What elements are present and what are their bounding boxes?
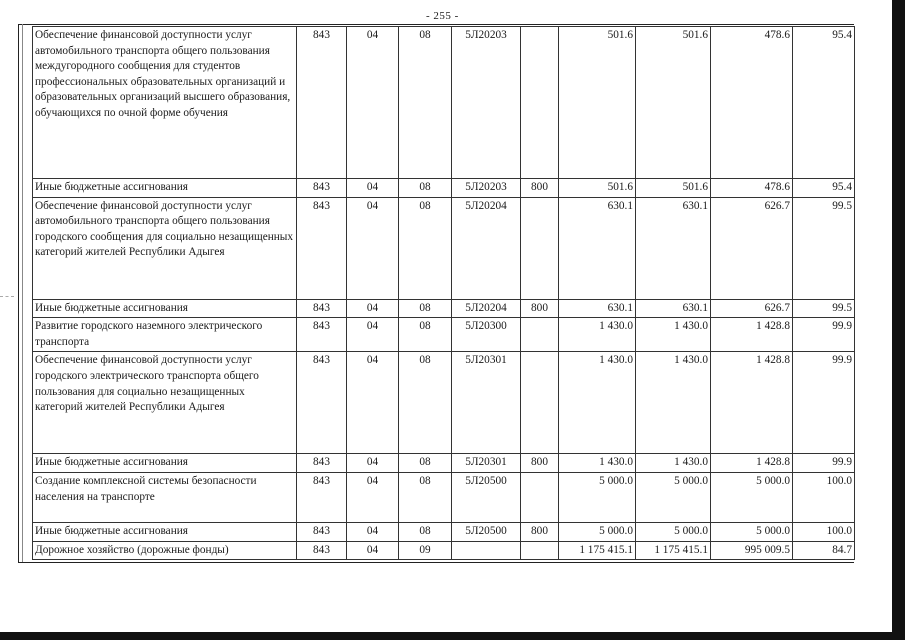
subsection-code: 08 bbox=[399, 472, 452, 522]
subsection-code: 08 bbox=[399, 179, 452, 198]
ved-code: 843 bbox=[297, 454, 347, 473]
frame-top-line bbox=[18, 24, 854, 25]
table-row bbox=[33, 299, 855, 318]
margin-mark bbox=[0, 296, 14, 297]
scan-edge-right bbox=[892, 0, 905, 640]
plan-value-2: 5 000.0 bbox=[636, 472, 711, 522]
percent-value: 99.9 bbox=[793, 352, 855, 454]
subsection-code: 08 bbox=[399, 352, 452, 454]
plan-value-2: 5 000.0 bbox=[636, 522, 711, 541]
percent-value: 95.4 bbox=[793, 179, 855, 198]
section-code: 04 bbox=[347, 318, 399, 352]
ved-code: 843 bbox=[297, 352, 347, 454]
row-name: Иные бюджетные ассигнования bbox=[33, 522, 297, 541]
expense-type-code: 800 bbox=[521, 454, 559, 473]
table-row bbox=[33, 318, 855, 352]
row-name: Иные бюджетные ассигнования bbox=[33, 179, 297, 198]
page-number: - 255 - bbox=[426, 10, 459, 22]
budget-table bbox=[32, 26, 855, 560]
percent-value: 100.0 bbox=[793, 472, 855, 522]
plan-value-1: 1 430.0 bbox=[559, 352, 636, 454]
fact-value: 478.6 bbox=[711, 179, 793, 198]
section-code: 04 bbox=[347, 352, 399, 454]
row-name: Иные бюджетные ассигнования bbox=[33, 299, 297, 318]
plan-value-2: 1 430.0 bbox=[636, 352, 711, 454]
row-name: Обеспечение финансовой доступности услуг автомобильного транспорта общего пользования городского сообщения для социально незащищенных категорий жителей Республики Адыгея bbox=[33, 197, 297, 299]
expense-type-code bbox=[521, 197, 559, 299]
plan-value-2: 501.6 bbox=[636, 179, 711, 198]
plan-value-2: 1 430.0 bbox=[636, 454, 711, 473]
frame-left-inner-line bbox=[22, 24, 23, 562]
ved-code: 843 bbox=[297, 318, 347, 352]
fact-value: 1 428.8 bbox=[711, 454, 793, 473]
fact-value: 1 428.8 bbox=[711, 352, 793, 454]
target-article-code: 5Л20204 bbox=[452, 299, 521, 318]
table-row bbox=[33, 454, 855, 473]
ved-code: 843 bbox=[297, 472, 347, 522]
target-article-code: 5Л20500 bbox=[452, 522, 521, 541]
target-article-code: 5Л20204 bbox=[452, 197, 521, 299]
plan-value-2: 630.1 bbox=[636, 299, 711, 318]
row-name: Создание комплексной системы безопасности населения на транспорте bbox=[33, 472, 297, 522]
section-code: 04 bbox=[347, 522, 399, 541]
target-article-code: 5Л20301 bbox=[452, 352, 521, 454]
percent-value: 95.4 bbox=[793, 27, 855, 179]
expense-type-code bbox=[521, 318, 559, 352]
section-code: 04 bbox=[347, 179, 399, 198]
row-name: Иные бюджетные ассигнования bbox=[33, 454, 297, 473]
ved-code: 843 bbox=[297, 522, 347, 541]
row-name: Обеспечение финансовой доступности услуг городского электрического транспорта общего пользования для социально незащищенных категорий жителей Республики Адыгея bbox=[33, 352, 297, 454]
table-row bbox=[33, 522, 855, 541]
subsection-code: 08 bbox=[399, 318, 452, 352]
fact-value: 626.7 bbox=[711, 299, 793, 318]
plan-value-1: 5 000.0 bbox=[559, 472, 636, 522]
plan-value-2: 501.6 bbox=[636, 27, 711, 179]
row-name: Обеспечение финансовой доступности услуг автомобильного транспорта общего пользования междугородного сообщения для студентов профессиональных образовательных организаций и образовательных организаций высшего образования, обучающихся по очной форме обучения bbox=[33, 27, 297, 179]
section-code: 04 bbox=[347, 472, 399, 522]
expense-type-code: 800 bbox=[521, 299, 559, 318]
expense-type-code bbox=[521, 27, 559, 179]
plan-value-1: 1 175 415.1 bbox=[559, 541, 636, 560]
expense-type-code bbox=[521, 541, 559, 560]
plan-value-1: 1 430.0 bbox=[559, 318, 636, 352]
plan-value-2: 630.1 bbox=[636, 197, 711, 299]
table-row bbox=[33, 472, 855, 522]
section-code: 04 bbox=[347, 541, 399, 560]
scan-edge-bottom bbox=[0, 632, 905, 640]
table-row bbox=[33, 179, 855, 198]
subsection-code: 08 bbox=[399, 522, 452, 541]
table-row bbox=[33, 541, 855, 560]
section-code: 04 bbox=[347, 454, 399, 473]
plan-value-1: 630.1 bbox=[559, 299, 636, 318]
subsection-code: 09 bbox=[399, 541, 452, 560]
section-code: 04 bbox=[347, 27, 399, 179]
plan-value-1: 501.6 bbox=[559, 179, 636, 198]
ved-code: 843 bbox=[297, 299, 347, 318]
fact-value: 1 428.8 bbox=[711, 318, 793, 352]
target-article-code: 5Л20300 bbox=[452, 318, 521, 352]
plan-value-2: 1 430.0 bbox=[636, 318, 711, 352]
frame-left-line bbox=[18, 24, 19, 562]
plan-value-1: 630.1 bbox=[559, 197, 636, 299]
target-article-code: 5Л20500 bbox=[452, 472, 521, 522]
ved-code: 843 bbox=[297, 541, 347, 560]
expense-type-code: 800 bbox=[521, 179, 559, 198]
percent-value: 84.7 bbox=[793, 541, 855, 560]
fact-value: 626.7 bbox=[711, 197, 793, 299]
ved-code: 843 bbox=[297, 27, 347, 179]
section-code: 04 bbox=[347, 197, 399, 299]
subsection-code: 08 bbox=[399, 197, 452, 299]
fact-value: 5 000.0 bbox=[711, 522, 793, 541]
target-article-code: 5Л20301 bbox=[452, 454, 521, 473]
plan-value-1: 1 430.0 bbox=[559, 454, 636, 473]
plan-value-1: 5 000.0 bbox=[559, 522, 636, 541]
subsection-code: 08 bbox=[399, 27, 452, 179]
expense-type-code: 800 bbox=[521, 522, 559, 541]
fact-value: 995 009.5 bbox=[711, 541, 793, 560]
target-article-code: 5Л20203 bbox=[452, 179, 521, 198]
section-code: 04 bbox=[347, 299, 399, 318]
row-name: Дорожное хозяйство (дорожные фонды) bbox=[33, 541, 297, 560]
target-article-code bbox=[452, 541, 521, 560]
plan-value-2: 1 175 415.1 bbox=[636, 541, 711, 560]
fact-value: 478.6 bbox=[711, 27, 793, 179]
table-row bbox=[33, 352, 855, 454]
table-row bbox=[33, 197, 855, 299]
percent-value: 100.0 bbox=[793, 522, 855, 541]
target-article-code: 5Л20203 bbox=[452, 27, 521, 179]
percent-value: 99.5 bbox=[793, 299, 855, 318]
table-row bbox=[33, 27, 855, 179]
expense-type-code bbox=[521, 472, 559, 522]
ved-code: 843 bbox=[297, 197, 347, 299]
percent-value: 99.5 bbox=[793, 197, 855, 299]
percent-value: 99.9 bbox=[793, 454, 855, 473]
row-name: Развитие городского наземного электрического транспорта bbox=[33, 318, 297, 352]
frame-bottom-line bbox=[18, 562, 854, 563]
subsection-code: 08 bbox=[399, 299, 452, 318]
plan-value-1: 501.6 bbox=[559, 27, 636, 179]
fact-value: 5 000.0 bbox=[711, 472, 793, 522]
expense-type-code bbox=[521, 352, 559, 454]
percent-value: 99.9 bbox=[793, 318, 855, 352]
ved-code: 843 bbox=[297, 179, 347, 198]
subsection-code: 08 bbox=[399, 454, 452, 473]
